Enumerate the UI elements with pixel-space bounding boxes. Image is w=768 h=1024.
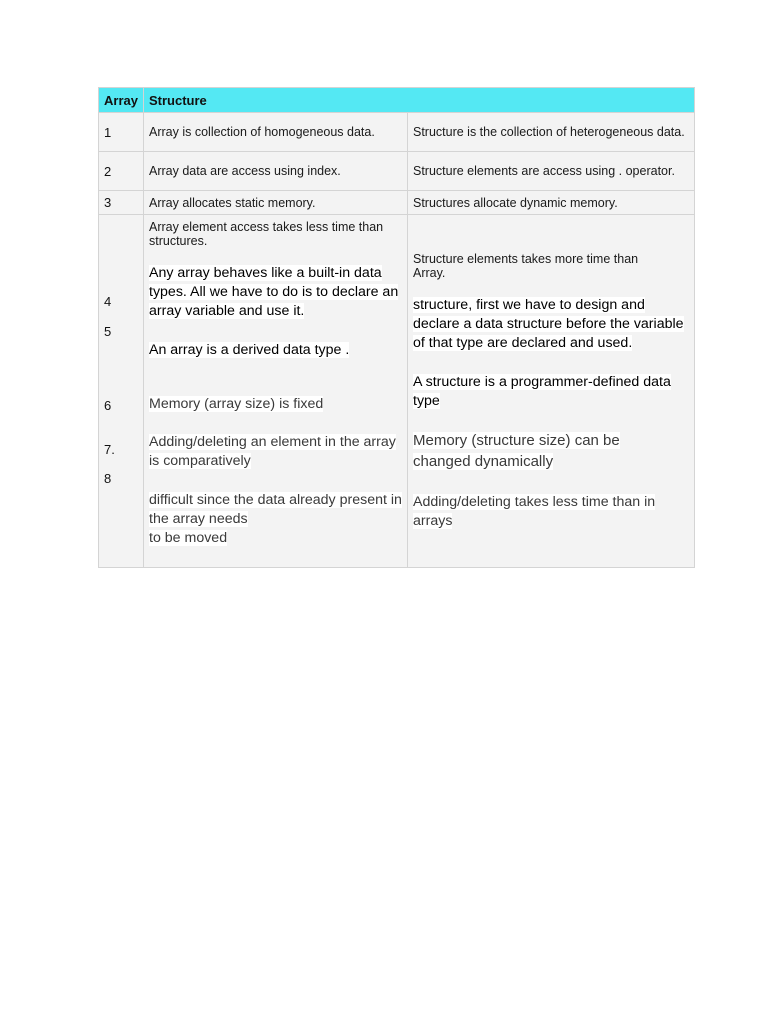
array-cell: Array allocates static memory. xyxy=(144,191,408,215)
array-note: Array element access takes less time than structures. xyxy=(149,220,384,248)
structure-paragraph: structure, first we have to design and declare a data structure before the variable of that type are declared and used. xyxy=(413,297,684,351)
row-number: 3 xyxy=(99,191,144,215)
header-array: Array xyxy=(99,88,144,113)
table-row-multi xyxy=(99,215,695,568)
array-paragraph: Adding/deleting an element in the array is comparatively xyxy=(149,434,396,469)
array-paragraph: Memory (array size) is fixed xyxy=(149,396,324,412)
structure-note: Structure elements takes more time than Array. xyxy=(413,252,639,280)
table-row xyxy=(99,191,695,215)
array-paragraph: difficult since the data already present in the array needs xyxy=(149,492,402,527)
structure-cell: Structure elements are access using . operator. xyxy=(408,152,695,191)
comparison-table xyxy=(98,87,695,568)
structure-paragraph: Memory (structure size) can be changed dynamically xyxy=(413,432,620,470)
row-number: 5 xyxy=(104,324,112,339)
table-row xyxy=(99,113,695,152)
table-header-row xyxy=(99,88,695,113)
array-cell: Array is collection of homogeneous data. xyxy=(144,113,408,152)
structure-paragraph: A structure is a programmer-defined data type xyxy=(413,374,671,409)
row-numbers-cell xyxy=(99,215,144,568)
structure-paragraph: Adding/deleting takes less time than in arrays xyxy=(413,494,656,529)
array-cell: Array data are access using index. xyxy=(144,152,408,191)
row-number: 1 xyxy=(99,113,144,152)
array-paragraph: to be moved xyxy=(149,530,228,546)
structure-cell: Structure is the collection of heterogeneous data. xyxy=(408,113,695,152)
row-number: 8 xyxy=(104,471,112,486)
structure-cell xyxy=(408,215,695,568)
row-number: 2 xyxy=(99,152,144,191)
table-row xyxy=(99,152,695,191)
row-number: 7. xyxy=(104,442,115,457)
array-paragraph: Any array behaves like a built-in data types. All we have to do is to declare an array variable and use it. xyxy=(149,265,399,319)
array-cell xyxy=(144,215,408,568)
header-structure: Structure xyxy=(144,88,695,113)
structure-cell: Structures allocate dynamic memory. xyxy=(408,191,695,215)
array-paragraph: An array is a derived data type . xyxy=(149,342,350,358)
row-number: 4 xyxy=(104,294,112,309)
row-number: 6 xyxy=(104,398,112,413)
